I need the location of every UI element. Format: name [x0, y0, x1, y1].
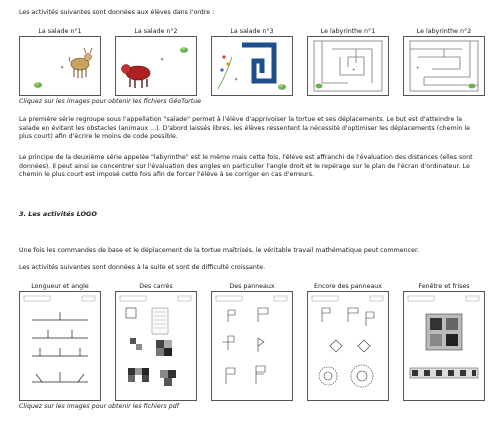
fenetre-frises-link[interactable]: [403, 282, 485, 401]
thumb-title: Le labyrinthe n°1: [320, 28, 376, 35]
des-panneaux-thumbnail[interactable]: [211, 291, 293, 401]
bull-illustration: [120, 60, 150, 88]
flower-decoration: [218, 55, 232, 89]
thumb-title: Fenêtre et frises: [418, 283, 470, 290]
header-box: [312, 296, 338, 301]
salad-icon: [180, 47, 188, 53]
goat-illustration: [69, 48, 92, 78]
turtle-marker: ✶: [160, 57, 165, 63]
thumb-title: Des carrés: [139, 283, 173, 290]
paragraph-salade: La première série regroupe sous l'appellation "salade" permet à l'élève d'apprivoiser la tortue et ses déplacements. Le but est d'atteindre la salade en évitant les obstacles (animaux ...). D'abord laissés libres, les élèves ressentent la nécessité d'optimiser les déplacements (chemin le plus court) afin d'écrire le moins de code possible.: [19, 116, 471, 140]
turtle-marker: ✶: [352, 67, 356, 72]
blue-wall-obstacle: [242, 45, 274, 81]
salad-icon: [469, 84, 476, 89]
thumb-title: La salade n°2: [134, 28, 178, 35]
salad-icon: [34, 82, 42, 88]
turtle-marker: ✶: [60, 65, 65, 71]
frieze-figure: [410, 368, 478, 378]
thumb-title: Longueur et angle: [31, 283, 89, 290]
salade-3-link[interactable]: [211, 27, 293, 96]
fenetre-frises-thumbnail[interactable]: [403, 291, 485, 401]
salade-2-link[interactable]: [115, 27, 197, 96]
caption-geotortue: Cliquez sur les images pour obtenir les fichiers GéoTortue: [19, 98, 202, 105]
square-figures: [126, 308, 176, 386]
salade-1-link[interactable]: [19, 27, 101, 96]
longueur-angle-link[interactable]: [19, 282, 101, 401]
salade-labyrinthe-gallery: [19, 27, 485, 96]
thumb-title: Le labyrinthe n°2: [416, 28, 472, 35]
window-figure: [426, 314, 462, 350]
salade-2-thumbnail[interactable]: [115, 36, 197, 96]
logo-box: [370, 296, 383, 301]
header-box: [216, 296, 242, 301]
thumb-title: Des panneaux: [229, 283, 275, 290]
salad-icon: [278, 84, 286, 90]
header-box: [24, 296, 50, 301]
logo-box: [466, 296, 479, 301]
labyrinthe-1-link[interactable]: [307, 27, 389, 96]
logo-activities-gallery: [19, 282, 485, 401]
section-heading-logo: 3. Les activités LOGO: [19, 210, 97, 218]
angle-exercises: [32, 312, 88, 382]
turtle-marker: ✶: [234, 77, 239, 83]
caption-pdf: Cliquez sur les images pour obtenir les fichiers pdf: [19, 403, 179, 410]
des-carres-link[interactable]: [115, 282, 197, 401]
salad-icon: [316, 84, 323, 89]
header-box: [408, 296, 434, 301]
labyrinthe-2-thumbnail[interactable]: [403, 36, 485, 96]
salade-1-thumbnail[interactable]: [19, 36, 101, 96]
des-carres-thumbnail[interactable]: [115, 291, 197, 401]
intro-text: Les activités suivantes sont données aux élèves dans l'ordre :: [19, 9, 215, 16]
paragraph-difficulte: Les activités suivantes sont données à la suite et sont de difficulté croissante.: [19, 264, 266, 271]
encore-des-panneaux-link[interactable]: [307, 282, 389, 401]
encore-des-panneaux-thumbnail[interactable]: [307, 291, 389, 401]
logo-box: [274, 296, 287, 301]
panel-figures: [319, 308, 374, 387]
salade-3-thumbnail[interactable]: [211, 36, 293, 96]
paragraph-commandes: Une fois les commandes de base et le déplacement de la tortue maîtrisés, le véritable travail mathématique peut commencer.: [19, 247, 419, 254]
labyrinthe-2-link[interactable]: [403, 27, 485, 96]
thumb-title: Encore des panneaux: [313, 283, 383, 290]
thumb-title: La salade n°3: [230, 28, 274, 35]
logo-box: [82, 296, 95, 301]
labyrinthe-1-thumbnail[interactable]: [307, 36, 389, 96]
turtle-marker: ✶: [416, 65, 420, 70]
paragraph-labyrinthe: Le principe de la deuxième série appelée "labyrinthe" est le même mais cette fois, l'élève est affranchi de l'évaluation des distances (elles sont données). Il peut ainsi se concentrer sur l'évaluation des angles en particulier l'angle droit et le repérage sur le plan de l'écran d'ordinateur. Le chemin le plus court est imposé cette fois afin de forcer l'élève à se corriger en cas d'erreurs.: [19, 154, 473, 178]
header-box: [120, 296, 146, 301]
maze-walls: [410, 41, 478, 91]
thumb-title: La salade n°1: [38, 28, 82, 35]
signpost-figures: [222, 308, 268, 384]
logo-box: [178, 296, 191, 301]
longueur-angle-thumbnail[interactable]: [19, 291, 101, 401]
des-panneaux-link[interactable]: [211, 282, 293, 401]
maze-walls: [314, 41, 382, 91]
